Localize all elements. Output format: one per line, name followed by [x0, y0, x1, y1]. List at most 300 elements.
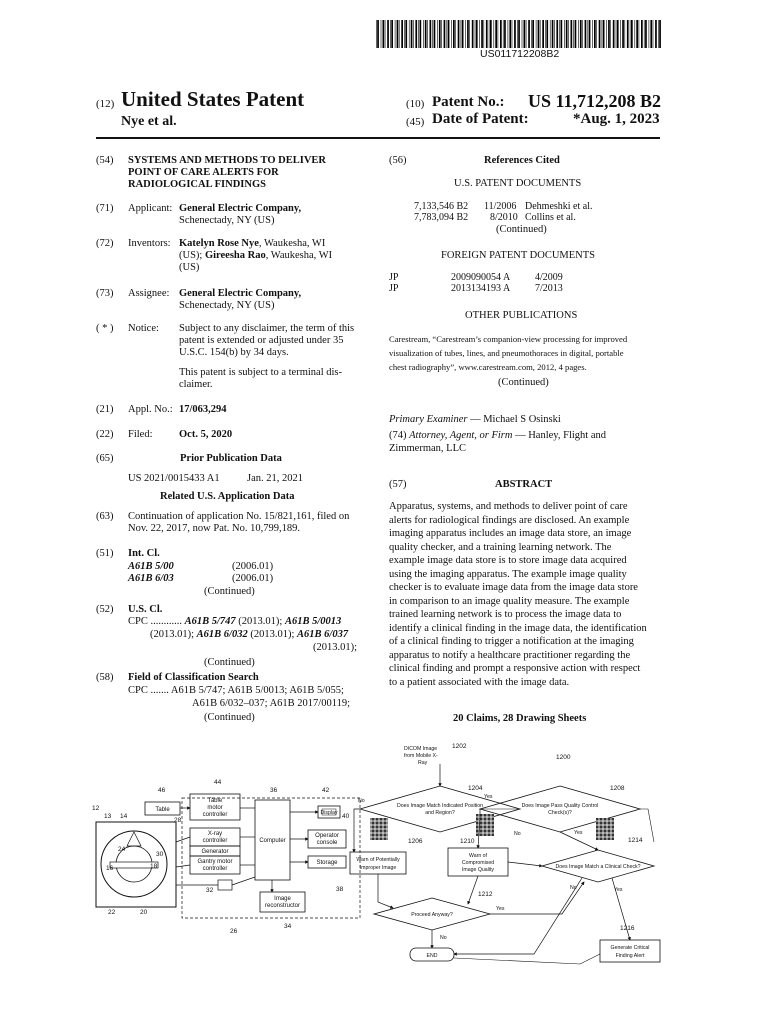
ref-12: 12	[92, 805, 100, 812]
inventor-line-3: (US)	[179, 262, 200, 273]
us-doc-1-date: 11/2006	[484, 201, 517, 212]
intcl-continued: (Continued)	[204, 586, 255, 597]
barcode-bar	[531, 20, 532, 48]
cpc-line-3: (2013.01);	[313, 642, 358, 653]
barcode-bar	[444, 20, 446, 48]
barcode-bar	[423, 20, 424, 48]
inid-65: (65)	[96, 453, 114, 464]
barcode-bar	[418, 20, 419, 48]
display-label: Display	[320, 810, 338, 816]
barcode-bar	[599, 20, 601, 48]
abstract-line: checker is to evaluate image data from the image data store	[389, 582, 638, 593]
barcode-bar	[448, 20, 450, 48]
inid-52: (52)	[96, 604, 114, 615]
ref-1212: 1212	[478, 891, 493, 898]
us-doc-2-name: Collins et al.	[525, 212, 576, 223]
barcode-bar	[512, 20, 513, 48]
terminal-line-1: This patent is subject to a terminal dis-	[179, 367, 343, 378]
date-label: Date of Patent:	[432, 111, 529, 127]
barcode-bar	[542, 20, 544, 48]
inid-54: (54)	[96, 155, 114, 166]
q2-line-1: Does Image Pass Quality Control	[521, 803, 599, 809]
barcode-bar	[627, 20, 629, 48]
notice-code: ( * )	[96, 323, 114, 334]
barcode-bar	[383, 20, 385, 48]
barcode-bar	[620, 20, 621, 48]
q1-line-2: and Region?	[425, 810, 455, 816]
uscl-label: U.S. Cl.	[128, 604, 163, 615]
barcode-bar	[532, 20, 534, 48]
inventor-line-2: (US); Gireesha Rao, Waukesha, WI	[179, 250, 333, 261]
barcode-bar	[518, 20, 520, 48]
q2-yes: Yes	[574, 830, 583, 836]
field-search-line-1: CPC ....... A61B 5/747; A61B 5/0013; A61B 5/055;	[128, 685, 344, 696]
barcode-bar	[655, 20, 657, 48]
abstract-line: in comparison to an image quality measure. The example	[389, 595, 630, 607]
barcode-bar	[653, 20, 654, 48]
q2-no: No	[514, 831, 521, 837]
foreign-doc-1-date: 4/2009	[535, 272, 563, 283]
barcode-bar	[486, 20, 488, 48]
warn1-line-1: Warn of Potentially	[356, 857, 400, 863]
ref-16: 16	[106, 865, 114, 872]
barcode-bar	[658, 20, 659, 48]
barcode-bar	[639, 20, 640, 48]
abstract-line: clinical finding and prompt a responsive action with respect	[389, 663, 641, 674]
ref-42: 42	[322, 787, 330, 794]
applicant-label: Applicant:	[128, 203, 173, 214]
inid-63: (63)	[96, 511, 114, 522]
barcode-bar	[603, 20, 605, 48]
abstract-line: imaging apparatus includes an image data store, an image	[389, 528, 632, 539]
barcode-bar	[405, 20, 407, 48]
barcode-bar	[385, 20, 386, 48]
barcode-bar	[582, 20, 583, 48]
inid-21: (21)	[96, 404, 114, 415]
prior-pub-date: Jan. 21, 2021	[247, 473, 303, 484]
patent-date: *Aug. 1, 2023	[573, 111, 660, 127]
us-doc-2-date: 8/2010	[490, 212, 518, 223]
appl-no: 17/063,294	[179, 404, 227, 415]
ref-1204: 1204	[468, 785, 483, 792]
barcode-bar	[580, 20, 582, 48]
q3-text: Does Image Match a Clinical Check?	[555, 864, 641, 870]
xray-thumbnail-3	[596, 818, 614, 840]
das-box	[218, 880, 232, 890]
barcode-bar	[578, 20, 579, 48]
ref-14: 14	[120, 813, 128, 820]
barcode-bar	[575, 20, 577, 48]
inid-73: (73)	[96, 288, 114, 299]
other-pubs-continued: (Continued)	[498, 377, 549, 388]
barcode-bar	[376, 20, 377, 48]
ref-24: 24	[118, 846, 126, 853]
us-doc-1-number: 7,133,546 B2	[414, 201, 469, 212]
ref-46: 46	[158, 787, 166, 794]
barcode-bar	[617, 20, 619, 48]
barcode-bar	[467, 20, 469, 48]
abstract-line: Apparatus, systems, and methods to deliver point of care	[389, 501, 628, 512]
notice-line-3: U.S.C. 154(b) by 34 days.	[179, 347, 289, 358]
barcode-bar	[509, 20, 511, 48]
warn1-line-2: Improper Image	[359, 865, 397, 871]
inid-45: (45)	[406, 116, 425, 128]
barcode-bar	[401, 20, 403, 48]
attorney-line-1: (74) Attorney, Agent, or Firm — Hanley, Flight and	[389, 430, 606, 441]
inid-58: (58)	[96, 672, 114, 683]
barcode-bar	[608, 20, 610, 48]
barcode-bar	[479, 20, 480, 48]
barcode-bar	[573, 20, 574, 48]
barcode-bar	[489, 20, 490, 48]
ref-22: 22	[108, 909, 116, 916]
barcode-bar	[594, 20, 596, 48]
recon-line-1: Image	[274, 896, 291, 902]
barcode-bar	[596, 20, 597, 48]
ref-1210: 1210	[460, 838, 475, 845]
barcode-bar	[625, 20, 626, 48]
barcode-bar	[561, 20, 563, 48]
barcode-bar	[495, 20, 497, 48]
xray-ctrl-line-1: X-ray	[207, 831, 223, 837]
barcode-bar	[481, 20, 483, 48]
patent-number: US 11,712,208 B2	[528, 91, 662, 111]
barcode-bar	[453, 20, 455, 48]
barcode-bar	[397, 20, 399, 48]
applicant-location: Schenectady, NY (US)	[179, 215, 275, 226]
barcode-bar	[636, 20, 638, 48]
table-motor-line-2: motor	[207, 805, 223, 811]
barcode-bar	[514, 20, 516, 48]
intcl-version-2: (2006.01)	[232, 573, 274, 584]
ref-36: 36	[270, 787, 278, 794]
barcode-bar	[566, 20, 568, 48]
alert-line-1: Generate Critical	[610, 945, 650, 951]
barcode-bar	[508, 20, 509, 48]
barcode-bar	[391, 20, 393, 48]
barcode-bar	[659, 20, 661, 48]
intcl-label: Int. Cl.	[128, 548, 160, 559]
barcode-bar	[409, 20, 410, 48]
q1-no: No	[358, 798, 365, 804]
barcode-bar	[377, 20, 379, 48]
barcode-bar	[447, 20, 448, 48]
title-line-3: RADIOLOGICAL FINDINGS	[128, 179, 266, 190]
barcode-bar	[645, 20, 647, 48]
barcode-bar	[635, 20, 636, 48]
barcode-bar	[526, 20, 527, 48]
field-search-label: Field of Classification Search	[128, 672, 259, 683]
ref-13: 13	[104, 813, 112, 820]
notice-line-2: patent is extended or adjusted under 35	[179, 335, 344, 346]
document-type: United States Patent	[121, 87, 305, 111]
barcode-bar	[413, 20, 414, 48]
ref-40: 40	[342, 813, 350, 820]
ref-32: 32	[206, 887, 214, 894]
q1-line-1: Does Image Match Indicated Position	[397, 803, 483, 809]
dicom-line-3: Ray	[418, 760, 428, 766]
continuation-line-2: Nov. 22, 2017, now Pat. No. 10,799,189.	[128, 523, 300, 534]
barcode-bar	[404, 20, 405, 48]
generator-label: Generator	[201, 849, 229, 855]
storage-label: Storage	[316, 860, 338, 866]
table-motor-line-3: controller	[202, 812, 228, 818]
intcl-version-1: (2006.01)	[232, 561, 274, 572]
barcode-bar	[528, 20, 530, 48]
q4-text: Proceed Anyway?	[411, 912, 453, 918]
gantry-ctrl-line-1: Gantry motor	[197, 859, 233, 865]
barcode-bar	[559, 20, 560, 48]
abstract-heading: ABSTRACT	[495, 479, 553, 490]
inid-71: (71)	[96, 203, 114, 214]
barcode-bar	[522, 20, 523, 48]
console-line-2: console	[316, 840, 338, 846]
q4-yes: Yes	[496, 906, 505, 912]
ref-1202: 1202	[452, 743, 467, 750]
ref-1200: 1200	[556, 754, 571, 761]
barcode-bar	[484, 20, 485, 48]
us-docs-heading: U.S. PATENT DOCUMENTS	[454, 178, 582, 189]
barcode-bar	[650, 20, 652, 48]
barcode-bar	[610, 20, 611, 48]
ref-1216: 1216	[620, 925, 635, 932]
barcode-bar	[387, 20, 389, 48]
barcode-bar	[415, 20, 417, 48]
barcode-bar	[500, 20, 502, 48]
abstract-line: quality checker, and a training learning network. The	[389, 541, 612, 553]
image-reconstructor-box	[260, 892, 305, 912]
table-motor-line-1: Table	[207, 798, 223, 804]
barcode-bar	[469, 20, 470, 48]
filed-date: Oct. 5, 2020	[179, 429, 233, 440]
ref-20: 20	[140, 909, 148, 916]
q3-yes: Yes	[614, 887, 623, 893]
computer-label: Computer	[259, 838, 286, 844]
barcode-bar	[441, 20, 442, 48]
barcode-bar	[390, 20, 391, 48]
xray-thumbnail-1	[370, 818, 388, 840]
barcode-bar	[451, 20, 452, 48]
abstract-line: to a patient associated with the image data.	[389, 676, 570, 688]
abstract-line: alerts for radiological findings are disclosed. An example	[389, 514, 630, 526]
patent-no-label: Patent No.:	[432, 94, 505, 110]
barcode-bar	[434, 20, 436, 48]
terminal-line-2: claimer.	[179, 379, 213, 390]
system-block-diagram	[90, 772, 380, 936]
barcode-bar	[461, 20, 462, 48]
other-pubs-heading: OTHER PUBLICATIONS	[465, 310, 578, 321]
us-doc-2-number: 7,783,094 B2	[414, 212, 469, 223]
barcode-bar	[536, 20, 537, 48]
barcode-bar	[613, 20, 615, 48]
barcode-bar	[494, 20, 495, 48]
ref-18: 18	[150, 863, 158, 870]
assignee-location: Schenectady, NY (US)	[179, 300, 275, 311]
uscl-continued: (Continued)	[204, 657, 255, 668]
barcode-bar	[437, 20, 438, 48]
other-pub-line-1: Carestream, “Carestream’s companion-view processing for improved	[389, 334, 628, 344]
barcode-bar	[606, 20, 607, 48]
barcode-bar	[465, 20, 466, 48]
barcode-bar	[585, 20, 587, 48]
barcode-bar	[568, 20, 569, 48]
barcode-bar	[490, 20, 492, 48]
inid-56: (56)	[389, 155, 407, 166]
barcode-bar	[631, 20, 633, 48]
abstract-line: example image data store is to store image data acquired	[389, 555, 627, 566]
cpc-line-1: CPC ............ A61B 5/747 (2013.01); A61B 5/0013	[128, 616, 342, 627]
table-box-label: Table	[155, 807, 170, 813]
inid-51: (51)	[96, 548, 114, 559]
barcode-bar	[503, 20, 504, 48]
continuation-line-1: Continuation of application No. 15/821,161, filed on	[128, 511, 350, 522]
alert-line-2: Finding Alert	[615, 953, 645, 959]
barcode-bar	[630, 20, 631, 48]
barcode-bar	[411, 20, 413, 48]
ref-38: 38	[336, 886, 344, 893]
dicom-line-1: DICOM Image	[404, 746, 438, 752]
foreign-doc-2-cc: JP	[389, 283, 399, 294]
barcode-bar	[622, 20, 624, 48]
barcode-bar	[592, 20, 593, 48]
barcode-bar	[588, 20, 589, 48]
inventors-label: Inventors:	[128, 238, 171, 249]
inid-22: (22)	[96, 429, 114, 440]
warn2-line-1: Warn of	[469, 853, 487, 859]
foreign-doc-2-number: 2013134193 A	[451, 283, 511, 294]
barcode-bar	[458, 20, 460, 48]
barcode-bar	[517, 20, 518, 48]
notice-line-1: Subject to any disclaimer, the term of this	[179, 323, 355, 334]
end-label: END	[426, 953, 438, 959]
barcode-bar	[545, 20, 546, 48]
barcode-bar	[475, 20, 476, 48]
title-line-1: SYSTEMS AND METHODS TO DELIVER	[128, 155, 326, 166]
barcode-bar	[556, 20, 558, 48]
prior-pub-heading: Prior Publication Data	[180, 453, 282, 464]
ref-1214: 1214	[628, 837, 643, 844]
q3-no: No	[570, 885, 577, 891]
intcl-code-1: A61B 5/00	[128, 561, 174, 572]
barcode-bar	[641, 20, 643, 48]
inid-72: (72)	[96, 238, 114, 249]
barcode-bar	[395, 20, 396, 48]
assignee-name: General Electric Company,	[179, 288, 302, 299]
q4-no: No	[440, 935, 447, 941]
xray-source-graphic	[127, 832, 141, 846]
attorney-line-2: Zimmerman, LLC	[389, 443, 466, 454]
inventor-line-1: Katelyn Rose Nye, Waukesha, WI	[179, 238, 326, 249]
barcode-bar	[498, 20, 499, 48]
appl-no-label: Appl. No.:	[128, 404, 173, 415]
related-heading: Related U.S. Application Data	[160, 491, 295, 502]
warn2-line-2: Compromised	[461, 860, 495, 866]
dicom-line-2: from Mobile X-	[404, 753, 438, 759]
barcode-bar	[538, 20, 540, 48]
assignee-label: Assignee:	[128, 288, 170, 299]
barcode-bar	[554, 20, 555, 48]
abstract-line: apparatus to notify a healthcare practitioner regarding the	[389, 649, 631, 661]
barcode-bar	[524, 20, 526, 48]
abstract-line: using the imaging apparatus. The example image quality	[389, 568, 627, 580]
barcode-bar	[540, 20, 541, 48]
foreign-doc-2-date: 7/2013	[535, 283, 563, 294]
us-docs-continued: (Continued)	[496, 224, 547, 235]
references-heading: References Cited	[484, 155, 560, 166]
barcode-bar	[432, 20, 433, 48]
barcode-bar	[546, 20, 548, 48]
barcode-bar	[455, 20, 456, 48]
ref-26: 26	[230, 928, 238, 935]
q2-line-2: Check(s)?	[548, 810, 572, 816]
other-pub-line-2: visualization of tubes, lines, and pneumothoraces in digital, portable	[389, 348, 624, 358]
barcode-bar	[476, 20, 478, 48]
barcode-bar	[550, 20, 551, 48]
barcode-bar	[644, 20, 645, 48]
ref-1208: 1208	[610, 785, 625, 792]
inid-12: (12)	[96, 98, 115, 110]
inventor-short: Nye et al.	[121, 114, 177, 129]
barcode-bar	[430, 20, 432, 48]
header-rule	[96, 137, 660, 139]
other-pub-line-3: chest radiography”, www.carestream.com, 2012, 4 pages.	[389, 362, 587, 372]
cpc-line-2: (2013.01); A61B 6/032 (2013.01); A61B 6/037	[150, 629, 349, 640]
barcode-bar	[552, 20, 554, 48]
applicant-name: General Electric Company,	[179, 203, 302, 214]
barcode-number: US011712208B2	[480, 48, 560, 60]
foreign-doc-1-cc: JP	[389, 272, 399, 283]
field-search-line-2: A61B 6/032–037; A61B 2017/00119;	[192, 698, 350, 709]
console-line-1: Operator	[315, 833, 339, 839]
foreign-doc-1-number: 2009090054 A	[451, 272, 511, 283]
ref-44: 44	[214, 779, 222, 786]
claims-line: 20 Claims, 28 Drawing Sheets	[453, 713, 587, 724]
barcode-bar	[472, 20, 474, 48]
xray-ctrl-line-2: controller	[202, 838, 228, 844]
ref-1206: 1206	[408, 838, 423, 845]
barcode-bar	[439, 20, 441, 48]
notice-label: Notice:	[128, 323, 159, 334]
flowchart-diagram	[348, 742, 668, 968]
barcode-bar	[420, 20, 422, 48]
recon-line-2: reconstructor	[264, 903, 301, 909]
ref-30: 30	[156, 851, 164, 858]
barcode-bar	[427, 20, 428, 48]
barcode-bar	[571, 20, 573, 48]
barcode-bar	[589, 20, 591, 48]
q1-yes: Yes	[484, 794, 493, 800]
ref-34: 34	[284, 923, 292, 930]
ref-28: 28	[174, 817, 182, 824]
gantry-ctrl-line-2: controller	[202, 866, 228, 872]
barcode-bar	[616, 20, 617, 48]
abstract-line: trained learning network is to process the image data to	[389, 609, 622, 620]
foreign-docs-heading: FOREIGN PATENT DOCUMENTS	[441, 250, 596, 261]
barcode	[376, 20, 662, 48]
barcode-bar	[381, 20, 382, 48]
abstract-line: identify a clinical finding in the image data, the identification	[389, 622, 647, 634]
barcode-bar	[649, 20, 650, 48]
inid-10: (10)	[406, 98, 425, 110]
warn2-line-3: Image Quality	[461, 867, 495, 873]
prior-pub-number: US 2021/0015433 A1	[128, 473, 220, 484]
barcode-bar	[425, 20, 427, 48]
barcode-bar	[399, 20, 400, 48]
inid-57: (57)	[389, 479, 407, 490]
barcode-bar	[462, 20, 464, 48]
barcode-bar	[564, 20, 565, 48]
abstract-line: of a clinical finding to trigger a notification at the imaging	[389, 636, 634, 647]
